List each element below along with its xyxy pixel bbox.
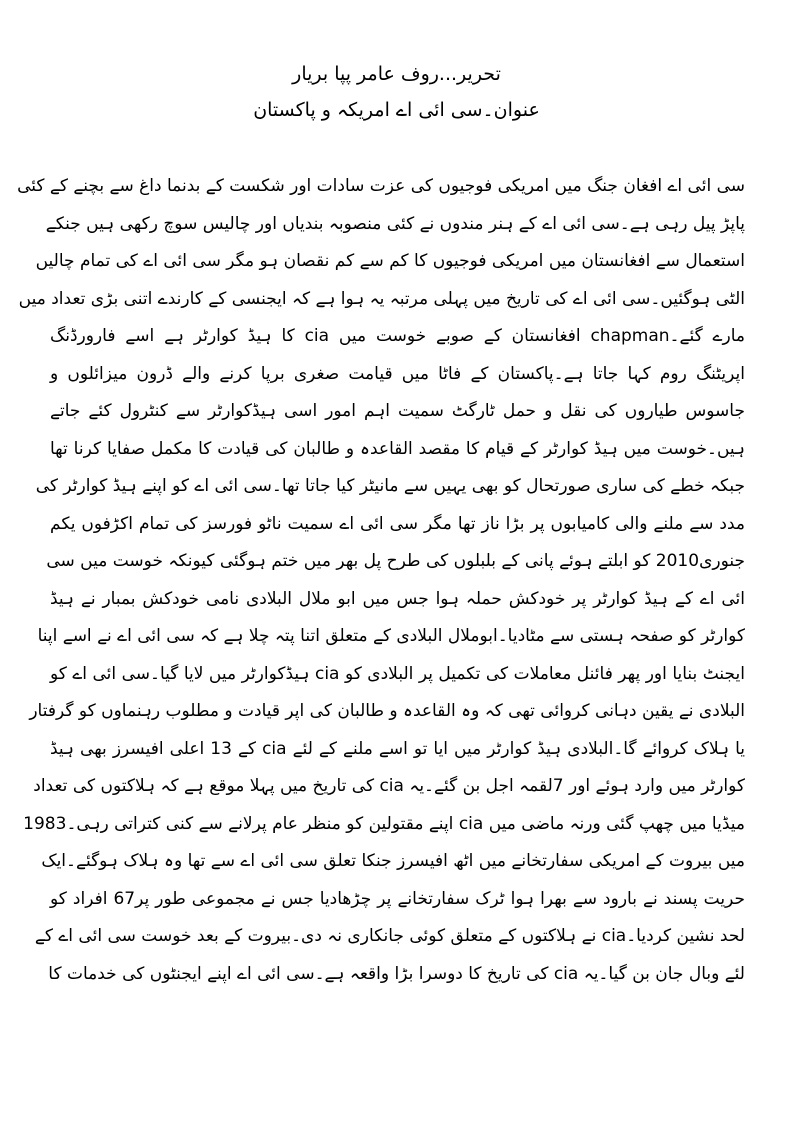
body-line: مدد سے ملنے والی کامیابوں پر بڑا ناز تھا مگر سی ائی اے سمیت ناٹو فورسز کی تمام اکڑفوں یکم [50,514,745,534]
body-line: کوارٹر کو صفحہ ہستی سے مٹادیا۔ابوملال البلادی کے متعلق اتنا پتہ چلا ہے کہ سی ائی اے نے اسے اپنا [37,626,745,646]
body-line: جبکہ خطے کی ساری صورتحال کو بھی یہیں سے مانیٹر کیا جاتا تھا۔سی ائی اے کو اپنے ہیڈ کوارٹر کی [35,476,745,496]
body-line: پاپڑ پیل رہی ہے۔سی ائی اے کے ہنر مندوں نے کئی منصوبہ بندیاں اور چالیس سوچ رکھی ہیں جنکے [45,214,745,234]
body-line: لحد نشین کردیا۔cia نے ہلاکتوں کے متعلق کوئی جانکاری نہ دی۔بیروت کے بعد خوست سی ائی اے کے [34,926,745,946]
author-line: تحریر...روف عامر پپا بریار [292,63,501,85]
body-line: ائی اے کے ہیڈ کوارٹر پر خودکش حملہ ہوا جس میں ابو ملال البلادی نامی خودکش بمبار نے ہیڈ [50,589,745,609]
body-line: یا ہلاک کروائے گا۔البلادی ہیڈ کوارٹر میں ایا تو اسے ملنے کے لئے cia کے 13 اعلی افیسرز بھی ہیڈ [50,739,746,759]
body-line: میں بیروت کے امریکی سفارتخانے میں اٹھ افیسرز جنکا تعلق سی ائی اے سے تھا وہ ہلاک ہوگئے۔ایک [41,851,745,871]
body-line: استعمال سے افغانستان میں امریکی فوجیوں کا کم سے کم نقصان ہو مگر سی ائی اے کی تمام چالیں [35,251,745,271]
body-line: جنوری2010 کو ابلتے ہوئے پانی کے بلبلوں کی طرح پل بھر میں ختم ہوگئی کیونکہ خوست میں سی [46,551,745,571]
body-line: البلادی نے یقین دہانی کروائی تھی کہ وہ القاعدہ و طالبان کی اپر قیادت و مطلوب رہنماوں کو گرفتار [29,701,745,721]
body-line: میڈیا میں چھپ گئی ورنہ ماضی میں cia اپنے مقتولین کو منظر عام پرلانے سے کنی کتراتی رہی۔1983 [23,814,745,834]
body-line: ایجنٹ بنایا اور پھر فائنل معاملات کی تکمیل پر البلادی کو cia ہیڈکوارٹر میں لایا گیا۔سی ائی اے کو [50,664,745,684]
body-line: سی ائی اے افغان جنگ میں امریکی فوجیوں کی عزت سادات اور شکست کے بدنما داغ سے بچنے کے کئی [17,176,745,196]
body-line: جاسوس طیاروں کی نقل و حمل ٹارگٹ سمیت اہم امور اسی ہیڈکوارٹر سے کنٹرول کئے جاتے [50,401,745,421]
body-line: ہیں۔خوست میں ہیڈ کوارٹر کے قیام کا مقصد القاعدہ و طالبان کی قیادت کا مکمل صفایا کرنا تھا [50,439,745,459]
body-line: لئے وبال جان بن گیا۔یہ cia کی تاریخ کا دوسرا بڑا واقعہ ہے۔سی ائی اے اپنے ایجنٹوں کی خدمات کا [48,964,745,984]
body-line: الٹی ہوگئیں۔سی ائی اے کی تاریخ میں پہلی مرتبہ یہ ہوا ہے کہ ایجنسی کے کارندے اتنی بڑی تعداد میں [18,289,745,309]
body-line: اپریٹنگ روم کہا جاتا ہے۔پاکستان کے فاٹا میں قیامت صغری برپا کرنے والے ڈرون میزائلوں و [50,364,745,384]
body-line: حریت پسند نے بارود سے بھرا ہوا ٹرک سفارتخانے پر چڑھادیا جس نے مجموعی طور پر67 افراد کو [50,889,745,909]
article-title: عنوان۔سی ائی اے امریکہ و پاکستان [253,99,540,121]
body-line: کوارٹر میں وارد ہوئے اور 7لقمہ اجل بن گئے۔یہ cia کی تاریخ میں پہلا موقع ہے کہ ہلاکتوں کی تعداد [33,776,745,796]
body-line: مارے گئے۔chapman افغانستان کے صوبے خوست میں cia کا ہیڈ کوارٹر ہے اسے فارورڈنگ [50,326,745,346]
